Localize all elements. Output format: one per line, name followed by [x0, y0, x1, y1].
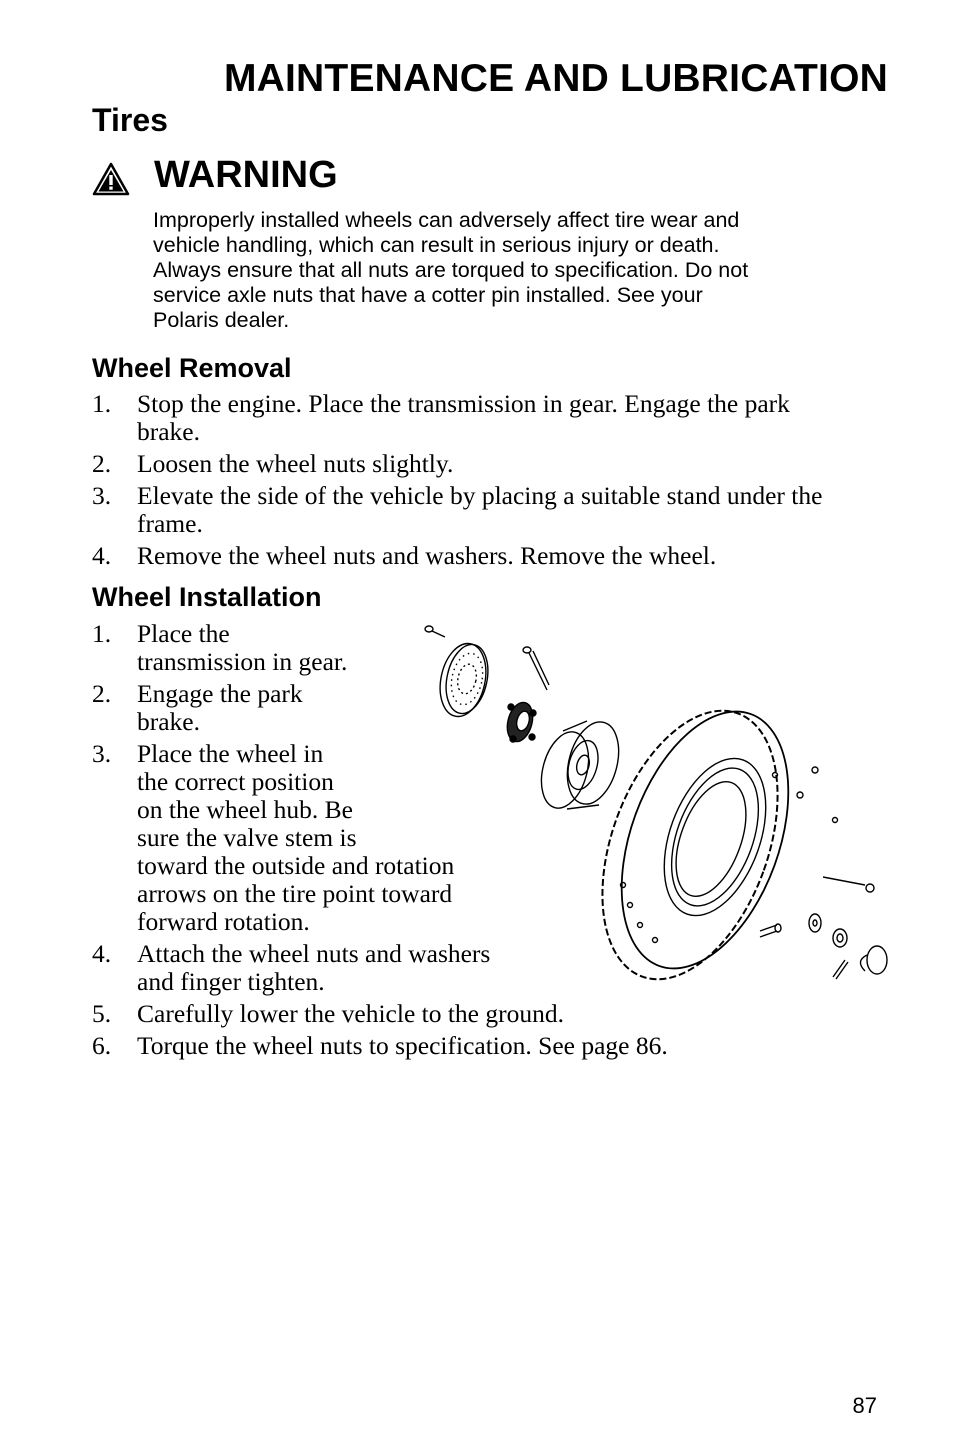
step-text: transmission in gear. — [137, 647, 348, 676]
bolt-icon — [425, 626, 445, 637]
removal-step — [92, 482, 912, 538]
step-number: 4. — [92, 541, 112, 570]
step-number: 1. — [92, 389, 112, 418]
tire-icon — [569, 687, 838, 995]
warning-line: vehicle handling, which can result in serious injury or death. — [153, 233, 720, 257]
step-number: 3. — [92, 739, 112, 768]
step-text: Place the — [137, 619, 230, 648]
step-number: 3. — [92, 481, 112, 510]
step-number: 2. — [92, 449, 112, 478]
step-number: 2. — [92, 679, 112, 708]
step-number: 4. — [92, 939, 112, 968]
step-text: arrows on the tire point toward — [137, 879, 453, 908]
step-text: on the wheel hub. Be — [137, 795, 353, 824]
warning-line: Always ensure that all nuts are torqued to specification. Do not — [153, 258, 749, 282]
step-text: Attach the wheel nuts and washers — [137, 939, 491, 968]
step-text: and finger tighten. — [137, 967, 325, 996]
step-text: toward the outside and rotation — [137, 851, 455, 880]
step-text: Engage the park — [137, 679, 303, 708]
step-text: Stop the engine. Place the transmission in gear. Engage the park — [137, 389, 790, 418]
removal-step — [92, 450, 912, 478]
step-text: Loosen the wheel nuts slightly. — [137, 449, 454, 478]
step-text: brake. — [137, 707, 201, 736]
wheel-removal-heading: Wheel Removal — [92, 353, 292, 383]
wheel-assembly-exploded-diagram — [415, 615, 895, 995]
stud-bolt-icon — [823, 877, 874, 892]
brake-disc-icon — [434, 639, 494, 721]
pin-icon — [523, 647, 549, 690]
warning-label: WARNING — [154, 154, 338, 196]
install-step — [92, 1032, 872, 1060]
step-text: frame. — [137, 509, 203, 538]
step-text: Remove the wheel nuts and washers. Remove the wheel. — [137, 541, 717, 570]
lug-nut-icon — [833, 929, 847, 947]
step-number: 6. — [92, 1031, 112, 1060]
page-title: MAINTENANCE AND LUBRICATION — [223, 57, 888, 100]
step-number: 1. — [92, 619, 112, 648]
step-text: forward rotation. — [137, 907, 310, 936]
warning-line: Polaris dealer. — [153, 308, 290, 332]
step-text: Torque the wheel nuts to specification. See page 86. — [137, 1031, 668, 1060]
washer-icon — [809, 914, 821, 932]
step-text: brake. — [137, 417, 201, 446]
step-text: the correct position — [137, 767, 334, 796]
screw-icon — [833, 960, 848, 979]
step-text: sure the valve stem is — [137, 823, 357, 852]
section-title: Tires — [92, 102, 168, 138]
step-number: 5. — [92, 999, 112, 1028]
removal-step — [92, 542, 912, 570]
removal-step — [92, 390, 912, 446]
wheel-removal-steps — [92, 390, 912, 574]
wheel-installation-heading: Wheel Installation — [92, 582, 322, 612]
hub-cap-icon — [860, 946, 887, 974]
warning-text — [153, 208, 873, 333]
valve-stem-icon — [760, 924, 781, 937]
step-text: Carefully lower the vehicle to the ground. — [137, 999, 564, 1028]
step-text: Elevate the side of the vehicle by placing a suitable stand under the — [137, 481, 823, 510]
wheel-rim-icon — [534, 716, 627, 813]
warning-triangle-icon — [92, 162, 130, 196]
warning-line: service axle nuts that have a cotter pin installed. See your — [153, 283, 703, 307]
install-step — [92, 1000, 872, 1028]
page-number: 87 — [852, 1393, 877, 1418]
warning-line: Improperly installed wheels can adversely affect tire wear and — [153, 208, 740, 232]
wheel-hub-icon — [503, 700, 537, 745]
step-text: Place the wheel in — [137, 739, 324, 768]
